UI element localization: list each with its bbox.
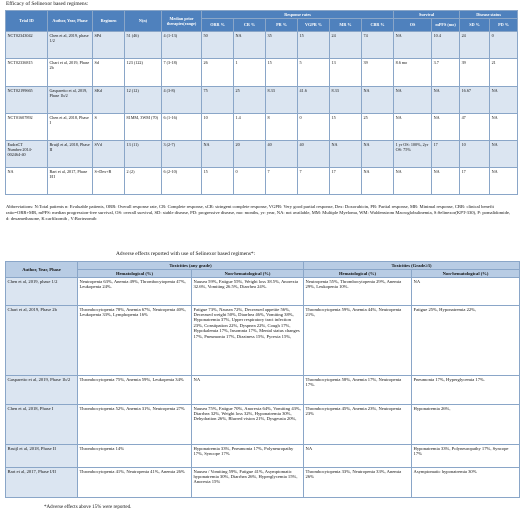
table-cell: 17 bbox=[432, 141, 460, 168]
table-cell: 0 bbox=[490, 32, 518, 59]
table-cell: 24 bbox=[330, 32, 362, 59]
table-cell: Gasparetto et al, 2019, Phase 1b/2 bbox=[48, 87, 93, 114]
table-cell: 13 (11) bbox=[125, 141, 162, 168]
table-cell: 6 (2-10) bbox=[162, 168, 202, 195]
header-hematological-g3: Hematological (%) bbox=[304, 270, 412, 278]
header-n: N(n) bbox=[125, 11, 162, 32]
header-median-prior: Median prior therapies(range) bbox=[162, 11, 202, 32]
table-cell: NA bbox=[432, 114, 460, 141]
table-row bbox=[6, 114, 518, 141]
table-row bbox=[6, 306, 520, 376]
table-cell: NA bbox=[362, 87, 394, 114]
table-cell: SKd bbox=[93, 87, 125, 114]
header-tox-grade3: Toxicities (Grade≥3) bbox=[304, 262, 520, 270]
toxicity-cell: Hyponatremia 26%, bbox=[412, 405, 520, 445]
study-cell: Chari et al, 2019, Phase 2b bbox=[6, 306, 78, 376]
table-cell: Bart et al, 2017, Phase I/II bbox=[48, 168, 93, 195]
toxicity-cell: Neutropenia 55%, Thrombocytopenia 29%, Anemia 29%, Leukopenia 10%. bbox=[304, 278, 412, 306]
table-cell: 1 bbox=[234, 59, 266, 87]
adverse-effects-table bbox=[5, 261, 520, 498]
table-cell: 47 bbox=[460, 114, 490, 141]
table-cell: 41.6 bbox=[298, 87, 330, 114]
table-cell: 13 bbox=[330, 59, 362, 87]
table-cell: NA bbox=[394, 32, 432, 59]
toxicity-cell: Thrombocytopenia 41%, Neutropenia 41%, Anemia 26% bbox=[78, 468, 192, 498]
table-cell: 7 (3-18) bbox=[162, 59, 202, 87]
table-cell: 15 bbox=[202, 168, 234, 195]
study-cell: Bruijl et al, 2018, Phase II bbox=[6, 445, 78, 468]
table-cell: 81MM, 3WM (70) bbox=[125, 114, 162, 141]
table-cell: 4 (1-13) bbox=[162, 32, 202, 59]
table-cell: NCT02336815 bbox=[6, 59, 48, 87]
toxicity-cell: Pneumonia 17%, Hyperglycemia 17%. bbox=[412, 376, 520, 405]
table-cell: SVd bbox=[93, 141, 125, 168]
toxicity-cell: Thrombocytopenia 58%, Anemia 17%, Neutropenia 17%. bbox=[304, 376, 412, 405]
table-cell: NA bbox=[330, 141, 362, 168]
header-metric: PR % bbox=[266, 19, 298, 32]
study-cell: Chen et al, 2018, Phase I bbox=[6, 405, 78, 445]
study-cell: Bart et al, 2017, Phase I/II bbox=[6, 468, 78, 498]
header-metric: ORR % bbox=[202, 19, 234, 32]
table-cell: NA bbox=[432, 168, 460, 195]
table-cell: NA bbox=[490, 168, 518, 195]
table-cell: 0 bbox=[234, 168, 266, 195]
toxicity-cell: Thrombocytopenia 75%, Anemia 59%, Leukopenia 34% bbox=[78, 376, 192, 405]
toxicity-cell: NA bbox=[304, 445, 412, 468]
toxicity-cell: Nausea 59%, Fatigue 55%, Weight loss 38.5%, Anorexia 32.6%, Vomiting 26.5%, Diarrhea 24%. bbox=[192, 278, 304, 306]
header-non-hematological: Non-hematological (%) bbox=[192, 270, 304, 278]
toxicity-cell: Thrombocytopenia 59%, Anemia 44%, Neutropenia 21%, bbox=[304, 306, 412, 376]
table-cell: 123 (122) bbox=[125, 59, 162, 87]
header-regimen: Regimen bbox=[93, 11, 125, 32]
study-cell: Chen et al, 2019, phase 1/2 bbox=[6, 278, 78, 306]
table-cell: 17 bbox=[330, 168, 362, 195]
table-cell: NA bbox=[362, 168, 394, 195]
table-cell: 74 bbox=[362, 32, 394, 59]
table-cell: NA bbox=[394, 114, 432, 141]
table-cell: 75 bbox=[202, 87, 234, 114]
table-cell: 6 (1-16) bbox=[162, 114, 202, 141]
table-cell: 8 bbox=[266, 114, 298, 141]
study-cell: Gasparetto et al, 2019, Phase 1b/2 bbox=[6, 376, 78, 405]
table-cell: 24 bbox=[460, 32, 490, 59]
table-cell: 15 bbox=[298, 32, 330, 59]
header-survival: Survival bbox=[394, 11, 460, 19]
table-cell: S bbox=[93, 114, 125, 141]
table-cell: 26 bbox=[202, 59, 234, 87]
toxicity-cell: Nausea / Vomiting 59%, Fatigue 41%, Asymptomatic hyponatremia 30%, Diarrhea 26%, Hyperglycemia 15%, Anorexia 15% bbox=[192, 468, 304, 498]
table2-caption: Adverse effects reported with use of Selinexor based regimens*: bbox=[116, 251, 256, 257]
table-cell: 7 bbox=[266, 168, 298, 195]
toxicity-cell: Hyponatremia 33%, Polyneuropathy 17%, Syncope 17% bbox=[412, 445, 520, 468]
header-metric: MR % bbox=[330, 19, 362, 32]
toxicity-cell: Neutropenia 63%, Anemia 49%, Thrombocytopenia 47%, Leukopenia 24%. bbox=[78, 278, 192, 306]
table-row bbox=[6, 87, 518, 114]
table-row bbox=[6, 445, 520, 468]
table-row bbox=[6, 405, 520, 445]
table-cell: 51 (46) bbox=[125, 32, 162, 59]
table-cell: 16.67 bbox=[460, 87, 490, 114]
table-cell: NA bbox=[394, 168, 432, 195]
table-cell: 15 bbox=[330, 114, 362, 141]
header-metric: CR % bbox=[234, 19, 266, 32]
table-cell: NCT01607892 bbox=[6, 114, 48, 141]
table-cell: 17 bbox=[460, 168, 490, 195]
header-response-rates: Response rates bbox=[202, 11, 394, 19]
table-cell: 40 bbox=[266, 141, 298, 168]
header-author: Author, Year, Phase bbox=[48, 11, 93, 32]
toxicity-cell: Hyponatremia 33%, Pneumonia 17%, Polyneuropathy 17%, Syncope 17% bbox=[192, 445, 304, 468]
table-cell: 3.7 bbox=[432, 59, 460, 87]
table-cell: 25 bbox=[234, 87, 266, 114]
table-cell: 25 bbox=[362, 114, 394, 141]
table-cell: NA bbox=[432, 87, 460, 114]
table-row bbox=[6, 141, 518, 168]
toxicity-cell: Thrombocytopenia 78%, Anemia 67%, Neutropenia 40%, Leukopenia 33%, Lymphopenia 16% bbox=[78, 306, 192, 376]
toxicity-cell: Thrombocytopenia 14% bbox=[78, 445, 192, 468]
table-row bbox=[6, 468, 520, 498]
table-cell: 10 bbox=[460, 141, 490, 168]
table-cell: NA bbox=[394, 87, 432, 114]
table-cell: 8.33 bbox=[330, 87, 362, 114]
table-cell: 50 bbox=[202, 32, 234, 59]
table-cell: Chari et al, 2019, Phase 2b bbox=[48, 59, 93, 87]
table-cell: 10.4 bbox=[432, 32, 460, 59]
toxicity-cell: Thrombocytopenia 33%, Neutropenia 33%, Anemia 26% bbox=[304, 468, 412, 498]
toxicity-cell: Fatigue 73%, Nausea 72%, Decreased appetite 56%, Decreased weight 50%, Diarrhea 46%, Vomiting 38%, Hyponatremia 37%, Upper respiratory tract infection 23%, Constipation 22%, Dyspnea 22%, Cough 17%, Hypokalemia 17%, Insomnia 17%, Mental status changes 17%, Pneumonia 17%, Dizziness 15%, Pyrexia 15%, bbox=[192, 306, 304, 376]
table-row bbox=[6, 376, 520, 405]
table-cell: SPd bbox=[93, 32, 125, 59]
table-cell: NA bbox=[490, 114, 518, 141]
table-cell: NA bbox=[6, 168, 48, 195]
efficacy-table bbox=[5, 10, 518, 195]
toxicity-cell: Nausea 75%, Fatigue 70%, Anorexia 64%, Vomiting 43%, Diarrhea 32%, Weight loss 32%, Hyponatremia 30%, Dehydration 26%, Blurred vision 21%, Dysgeusia 20%, bbox=[192, 405, 304, 445]
table-cell: NCT02343042 bbox=[6, 32, 48, 59]
table-cell: NA bbox=[234, 32, 266, 59]
table-row bbox=[6, 32, 518, 59]
table-cell: Bruijl et al, 2018, Phase II bbox=[48, 141, 93, 168]
table-cell: NA bbox=[490, 141, 518, 168]
table-cell: 1.4 bbox=[234, 114, 266, 141]
header-metric: VGPR % bbox=[298, 19, 330, 32]
toxicity-cell: Thrombocytopenia 52%, Anemia 31%, Neutropenia 27% bbox=[78, 405, 192, 445]
table-row bbox=[6, 168, 518, 195]
table-cell: 1 yr OS: 100%, 2yr OS: 75% bbox=[394, 141, 432, 168]
table1-caption: Efficacy of Selinexor based regimens: bbox=[6, 1, 89, 7]
header-non-hematological-g3: Non-hematological (%) bbox=[412, 270, 520, 278]
table-cell: 0 bbox=[298, 114, 330, 141]
table-cell: NA bbox=[362, 141, 394, 168]
header-metric: CBR % bbox=[362, 19, 394, 32]
header-hematological: Hematological (%) bbox=[78, 270, 192, 278]
header-metric: SD % bbox=[460, 19, 490, 32]
toxicity-cell: Fatigue 25%, Hyponatremia 22%, bbox=[412, 306, 520, 376]
toxicity-cell: Thrombocytopenia 45%, Anemia 23%, Neutropenia 23% bbox=[304, 405, 412, 445]
footnote: *Adverse effects above 15% were reported. bbox=[44, 505, 132, 510]
table-cell: 20 bbox=[234, 141, 266, 168]
table-cell: EudraCT Number:2014-002464-40 bbox=[6, 141, 48, 168]
table-cell: 3 (2-7) bbox=[162, 141, 202, 168]
table-cell: 40 bbox=[298, 141, 330, 168]
table-cell: 39 bbox=[460, 59, 490, 87]
table-cell: 39 bbox=[362, 59, 394, 87]
table-cell: Sd bbox=[93, 59, 125, 87]
table-cell: Chen et al, 2018, Phase I bbox=[48, 114, 93, 141]
header-tox-any-grade: Toxicities (any grade) bbox=[78, 262, 304, 270]
table-cell: 8.33 bbox=[266, 87, 298, 114]
table-cell: 8.6 mo bbox=[394, 59, 432, 87]
table-cell: 35 bbox=[266, 32, 298, 59]
table-cell: S+Dex+B bbox=[93, 168, 125, 195]
table-cell: 15 bbox=[266, 59, 298, 87]
toxicity-cell: NA bbox=[412, 278, 520, 306]
toxicity-cell: NA bbox=[192, 376, 304, 405]
header-metric: OS bbox=[394, 19, 432, 32]
table-cell: 7 bbox=[298, 168, 330, 195]
table-cell: NCT02199665 bbox=[6, 87, 48, 114]
table-cell: 12 (12) bbox=[125, 87, 162, 114]
header-disease-status: Disease status bbox=[460, 11, 518, 19]
table-cell: 21 bbox=[490, 59, 518, 87]
table-cell: 4 (3-8) bbox=[162, 87, 202, 114]
header-metric: mPFS (mo) bbox=[432, 19, 460, 32]
table-cell: NA bbox=[202, 141, 234, 168]
table-cell: Chen et al, 2019, phase 1/2 bbox=[48, 32, 93, 59]
header-metric: PD % bbox=[490, 19, 518, 32]
header-trial-id: Trial ID bbox=[6, 11, 48, 32]
table-cell: 10 bbox=[202, 114, 234, 141]
table-cell: NA bbox=[490, 87, 518, 114]
abbreviations-note: Abbreviations: N:Total patients n: Evaluable patients, ORR: Overall response rate, CR: Complete response, sCR: stringent complete response, VGPR: Very good partial response, Dex: Doxorubicin, PR: Partial response, MR: Minimal response, CBR: clinical benefit ratio=ORR+MR, mPFS: median progression-free survival, OS: overall survival, SD: stable disease, PD: progressive disease, mo: months, yr: year, NA: not available, MM: Multiple Myeloma, WM: Waldenstrom Macroglobulinemia, S:Selinexor(KPT-330), P: pomalidomide, d: dexamethasone, K:carfilzomib , V:Bortezomib bbox=[6, 204, 511, 222]
toxicity-cell: Asymptomatic hyponatremia 30% bbox=[412, 468, 520, 498]
table-cell: 2 (2) bbox=[125, 168, 162, 195]
table-row bbox=[6, 278, 520, 306]
table-row bbox=[6, 59, 518, 87]
header-author-year-phase: Author, Year, Phase bbox=[6, 262, 78, 278]
table-cell: 5 bbox=[298, 59, 330, 87]
